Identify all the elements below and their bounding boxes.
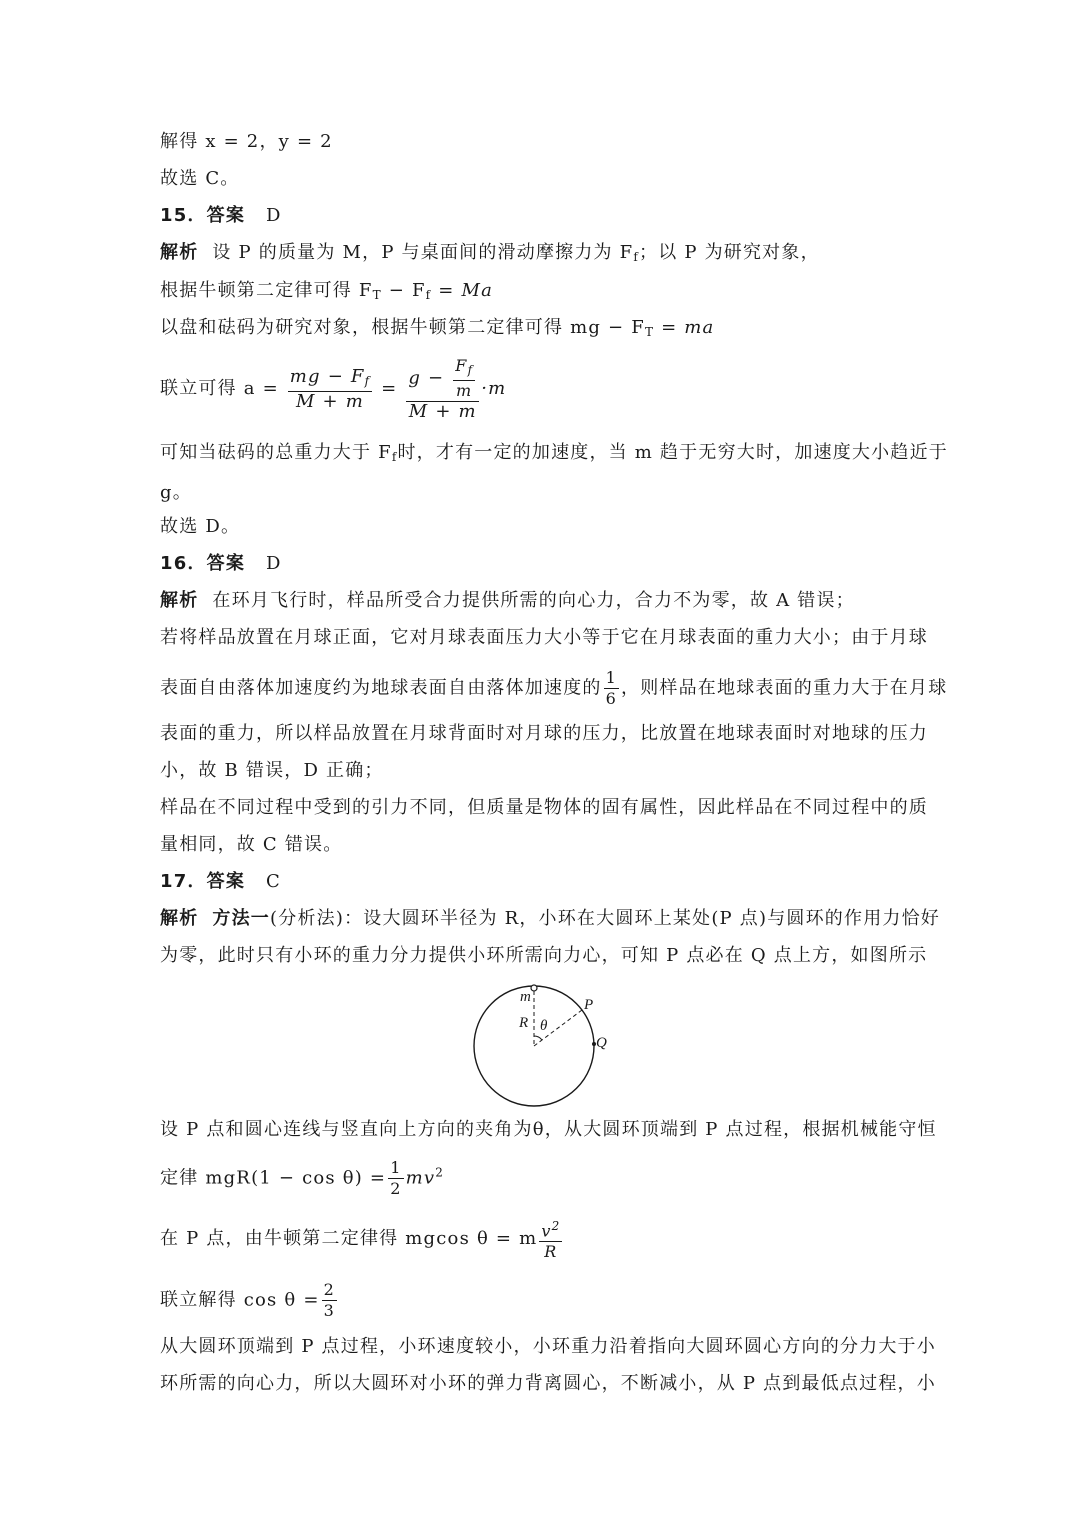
- numerator: F: [455, 356, 468, 375]
- formula-line: [160, 1216, 564, 1262]
- text: g。: [160, 482, 192, 503]
- fraction: [604, 668, 619, 709]
- numerator: 2: [323, 1280, 336, 1299]
- equation-prefix: 联立可得 a =: [160, 378, 279, 399]
- text-line: [160, 759, 384, 783]
- equation-tail: = Ma: [431, 280, 494, 301]
- minus: − F: [381, 280, 426, 301]
- subscript: f: [364, 373, 371, 388]
- numerator: v: [541, 1221, 552, 1241]
- denominator: 3: [323, 1301, 336, 1320]
- subscript: f: [391, 450, 398, 464]
- fraction: [453, 356, 475, 401]
- text-line: [160, 241, 820, 269]
- text-line: [160, 1118, 937, 1142]
- label-theta: θ: [540, 1018, 548, 1034]
- equation-tail: = ma: [654, 317, 715, 338]
- answer-label: 16．答案: [160, 553, 246, 574]
- fraction: [288, 367, 372, 412]
- text: 时，才有一定的加速度，当 m 趋于无穷大时，加速度大小趋近于: [397, 442, 948, 463]
- text: 量相同，故 C 错误。: [160, 834, 343, 855]
- text: 环所需的向心力，所以大圆环对小环的弹力背离圆心，不断减小，从 P 点到最低点过程，小: [160, 1373, 936, 1394]
- text-line: [160, 167, 240, 191]
- numerator: mg − F: [289, 365, 365, 387]
- question-15-header: [160, 204, 282, 228]
- denominator: 6: [605, 689, 617, 708]
- text-line: [160, 668, 947, 709]
- text: (分析法)：设大圆环半径为 R，小环在大圆环上某处(P 点)与圆环的作用力恰好: [270, 908, 941, 929]
- text-line: [160, 1335, 936, 1359]
- equation-tail: mv: [405, 1167, 436, 1189]
- text: 从大圆环顶端到 P 点过程，小环速度较小，小环重力沿着指向大圆环圆心方向的分力大于小: [160, 1336, 936, 1357]
- denominator: m: [456, 381, 473, 400]
- analysis-label: 解析: [160, 908, 199, 929]
- fraction: [322, 1280, 337, 1321]
- subscript: f: [425, 288, 432, 302]
- fraction: [539, 1216, 562, 1262]
- angle-arc: [534, 1036, 542, 1040]
- formula-line: [160, 1280, 339, 1321]
- method-label: 方法一: [212, 908, 271, 929]
- text: 设 P 点和圆心连线与竖直向上方向的夹角为θ，从大圆环顶端到 P 点过程，根据机械能守恒: [160, 1119, 937, 1140]
- answer-label: 17．答案: [160, 871, 246, 892]
- analysis-label: 解析: [160, 242, 199, 263]
- denominator: R: [544, 1242, 558, 1262]
- denominator: 2: [390, 1179, 402, 1198]
- text-line: [160, 279, 493, 307]
- choice-c: 故选 C。: [160, 168, 240, 189]
- numerator: 1: [605, 668, 617, 687]
- q15-analysis-1-tail: ；以 P 为研究对象，: [639, 242, 820, 263]
- text-line: [160, 944, 927, 968]
- multiply-m: ·m: [481, 378, 507, 399]
- fraction: [406, 356, 479, 422]
- text: 表面的重力，所以样品放置在月球背面时对月球的压力，比放置在地球表面时对地球的压力: [160, 723, 928, 744]
- formula-line: [160, 356, 506, 422]
- equation-prefix: 在 P 点，由牛顿第二定律得 mgcos θ = m: [160, 1228, 538, 1250]
- text-line: [160, 833, 342, 857]
- text-line: [160, 626, 928, 650]
- text-line: [160, 589, 855, 613]
- equation-prefix: 定律 mgR(1 − cos θ) =: [160, 1167, 387, 1189]
- text: 样品在不同过程中受到的引力不同，但质量是物体的固有属性，因此样品在不同过程中的质: [160, 797, 928, 818]
- text-line: [160, 907, 940, 931]
- text-line: [160, 441, 948, 469]
- equation-prefix: 以盘和砝码为研究对象，根据牛顿第二定律可得 mg − F: [160, 317, 645, 338]
- analysis-label: 解析: [160, 590, 199, 611]
- superscript: 2: [551, 1219, 561, 1233]
- q15-analysis-1: 设 P 的质量为 M，P 与桌面间的滑动摩擦力为 F: [212, 242, 634, 263]
- solve-result: 解得 x = 2，y = 2: [160, 131, 333, 152]
- numerator: 1: [390, 1158, 402, 1177]
- circle-diagram: [462, 980, 622, 1110]
- text: 表面自由落体加速度约为地球表面自由落体加速度的: [160, 677, 602, 699]
- text: ，则样品在地球表面的重力大于在月球: [621, 677, 948, 699]
- numerator-g: g −: [408, 367, 445, 389]
- equation-prefix: 联立解得 cos θ =: [160, 1289, 320, 1311]
- answer-value: D: [265, 553, 282, 574]
- subscript: f: [633, 250, 640, 264]
- small-ring-top: [531, 985, 537, 991]
- text: 若将样品放置在月球正面，它对月球表面压力大小等于它在月球表面的重力大小；由于月球: [160, 627, 928, 648]
- text-line: [160, 796, 928, 820]
- superscript: 2: [435, 1165, 445, 1180]
- text-line: [160, 481, 192, 505]
- equation-prefix: 根据牛顿第二定律可得 F: [160, 280, 373, 301]
- subscript: T: [644, 325, 655, 339]
- question-17-header: [160, 870, 281, 894]
- label-p: P: [584, 997, 594, 1013]
- text-line: [160, 130, 333, 154]
- text: 可知当砝码的总重力大于 F: [160, 442, 392, 463]
- denominator: M + m: [296, 390, 365, 412]
- text: 在环月飞行时，样品所受合力提供所需的向心力，合力不为零，故 A 错误；: [212, 590, 855, 611]
- equals: =: [381, 378, 398, 399]
- subscript: T: [372, 288, 382, 302]
- text-line: [160, 722, 928, 746]
- denominator: M + m: [408, 401, 477, 422]
- fraction: [388, 1158, 403, 1199]
- subscript: f: [467, 363, 474, 377]
- label-m: m: [520, 989, 531, 1005]
- answer-value: C: [265, 871, 281, 892]
- text-line: [160, 515, 240, 539]
- text: 小，故 B 错误，D 正确；: [160, 760, 384, 781]
- label-r: R: [519, 1015, 529, 1031]
- text-line: [160, 1372, 936, 1396]
- choice-d: 故选 D。: [160, 516, 241, 537]
- question-16-header: [160, 552, 282, 576]
- answer-value: D: [265, 205, 282, 226]
- formula-line: [160, 1158, 444, 1199]
- text: 为零，此时只有小环的重力分力提供小环所需向力心，可知 P 点必在 Q 点上方，如图所示: [160, 945, 928, 966]
- label-q: Q: [596, 1035, 607, 1051]
- answer-label: 15．答案: [160, 205, 246, 226]
- text-line: [160, 316, 714, 344]
